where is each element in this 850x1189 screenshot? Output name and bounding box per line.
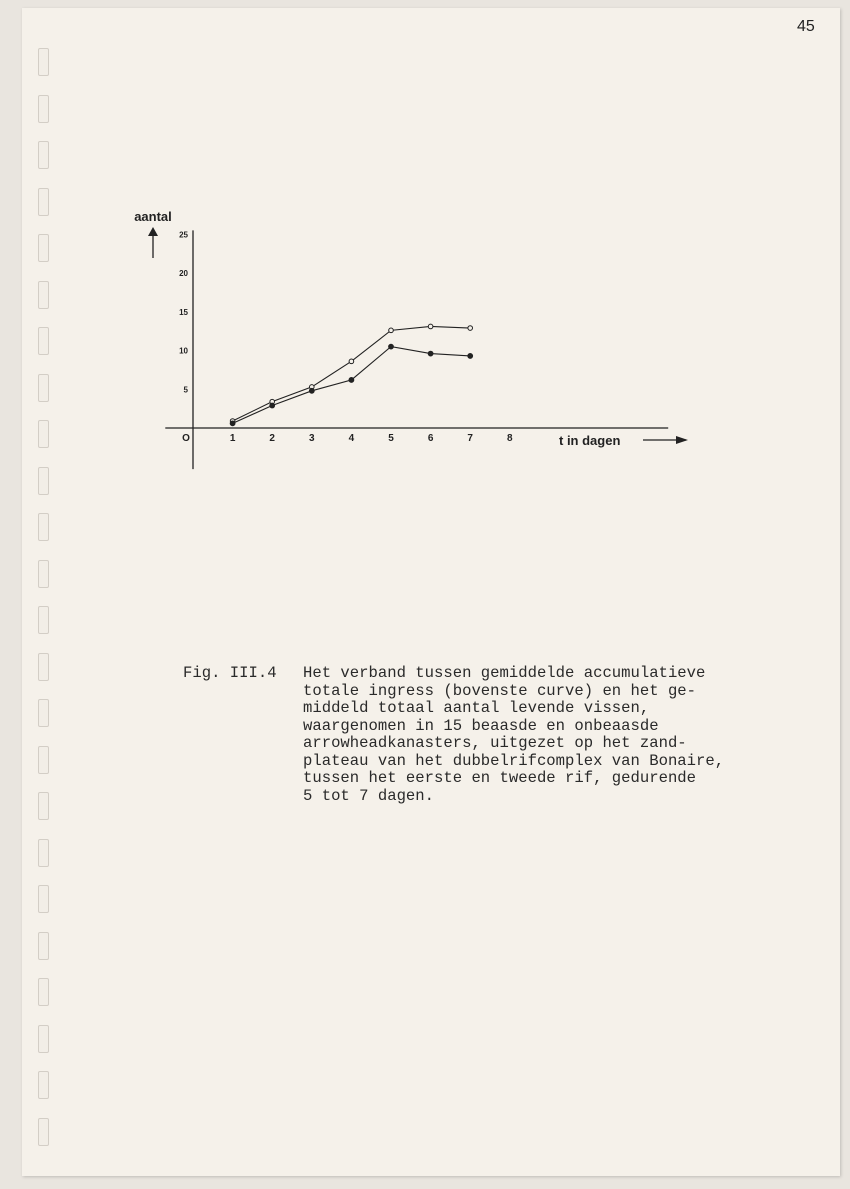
- x-tick-label: 1: [229, 433, 236, 444]
- x-tick-label: 8: [507, 433, 513, 444]
- caption-line: plateau van het dubbelrifcomplex van Bonaire,: [303, 751, 725, 770]
- y-tick-label: 25: [179, 230, 188, 240]
- x-tick-label: 4: [348, 433, 355, 444]
- caption-line: waargenomen in 15 beaasde en onbeaasde: [303, 716, 659, 735]
- y-tick-label: 10: [179, 346, 188, 356]
- caption-line: tussen het eerste en tweede rif, gedurende: [303, 769, 697, 787]
- filled-data-point: [428, 351, 433, 356]
- caption-line: arrowheadkanasters, uitgezet op het zand-: [303, 734, 687, 752]
- y-tick-label: 20: [179, 269, 188, 278]
- x-tick-label: 7: [467, 433, 473, 444]
- filled-data-point: [309, 388, 314, 393]
- y-axis-label: aantal: [134, 209, 172, 224]
- caption-line: middeld totaal aantal levende vissen,: [303, 699, 650, 717]
- filled-data-point: [468, 354, 473, 359]
- page-number: 45: [797, 18, 815, 35]
- y-tick-label: 5: [183, 385, 188, 395]
- open-data-point: [389, 328, 394, 333]
- open-data-point: [428, 324, 433, 329]
- y-axis-arrow-head: [148, 227, 158, 236]
- x-tick-label: 2: [269, 433, 275, 444]
- caption-line: totale ingress (bovenste curve) en het ge-: [303, 681, 697, 700]
- x-tick-label: 3: [309, 433, 315, 444]
- x-axis-arrow-head: [676, 436, 688, 444]
- caption-line: 5 tot 7 dagen.: [303, 786, 435, 805]
- caption-line: Het verband tussen gemiddelde accumulatieve: [303, 664, 706, 682]
- x-axis-label: t in dagen: [559, 433, 621, 448]
- caption-label: Fig. III.4: [183, 664, 277, 682]
- open-data-point: [349, 359, 354, 364]
- series-line-2: [233, 347, 471, 424]
- filled-data-point: [230, 421, 235, 426]
- filled-data-point: [389, 344, 394, 349]
- filled-data-point: [349, 378, 354, 383]
- origin-label: O: [182, 433, 190, 444]
- x-tick-label: 6: [427, 433, 434, 444]
- x-tick-label: 5: [388, 433, 394, 444]
- filled-data-point: [270, 403, 275, 408]
- caption-body: [303, 665, 823, 805]
- y-tick-label: 15: [179, 307, 188, 317]
- open-data-point: [468, 326, 473, 331]
